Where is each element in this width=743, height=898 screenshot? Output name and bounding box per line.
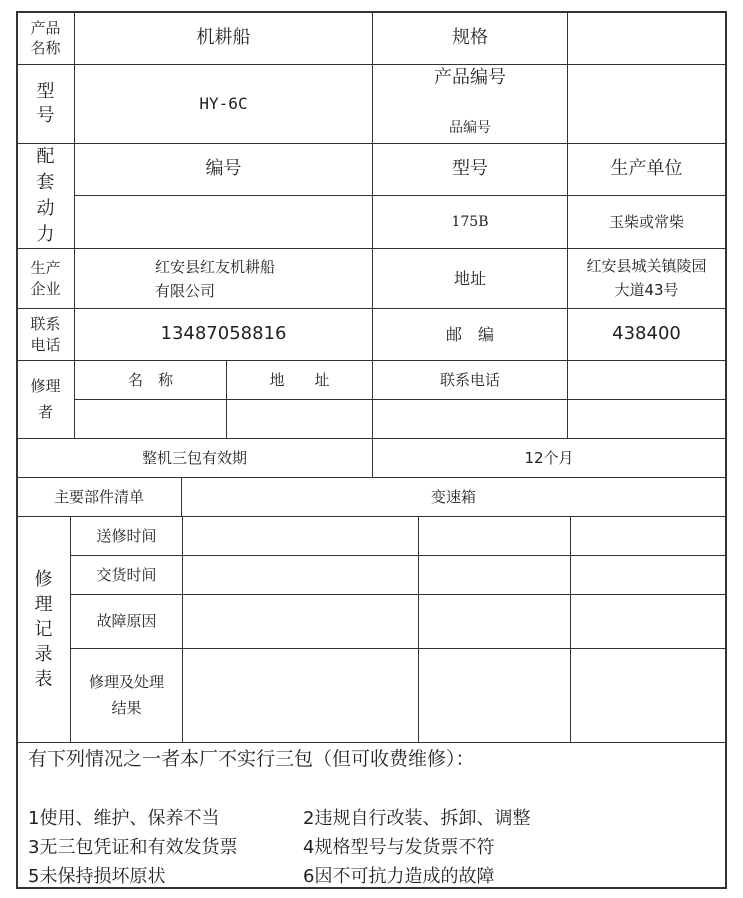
model-value: HY-6C <box>199 94 248 114</box>
spec-value <box>568 12 725 64</box>
product-no-sub: 品编号 <box>449 119 491 136</box>
exclusion-item-1: 1使用、维护、保养不当 <box>28 808 220 829</box>
exclusion-heading: 有下列情况之一者本厂不实行三包（但可收费维修）： <box>28 748 475 770</box>
power-maker-header: 生产单位 <box>610 158 683 180</box>
record-row-repair-result: 修理及处理 结果 <box>88 673 164 717</box>
vline-record-a <box>182 516 183 742</box>
spec-label: 规格 <box>452 26 488 48</box>
parts-value: 变速箱 <box>430 487 476 506</box>
record-row-send-time: 送修时间 <box>96 526 157 545</box>
exclusion-item-3: 3无三包凭证和有效发货票 <box>28 837 238 858</box>
repairer-phone-header: 联系电话 <box>439 370 500 389</box>
record-row-delivery-time: 交货时间 <box>96 565 157 584</box>
vline-record-c <box>570 516 571 742</box>
repairer-label: 修理 者 <box>30 377 61 421</box>
power-no-header: 编号 <box>205 158 242 180</box>
product-no-label: 产品编号 <box>434 66 506 88</box>
record-row-fault-cause: 故障原因 <box>96 612 157 631</box>
exclusion-item-6: 6因不可抗力造成的故障 <box>303 866 495 887</box>
product-name-label: 产品 名称 <box>30 18 61 57</box>
postcode-label: 邮 编 <box>445 324 494 344</box>
address-value: 红安县城关镇陵园 大道43号 <box>586 257 707 299</box>
repairer-name-header: 名 称 <box>127 370 173 389</box>
phone-value: 13487058816 <box>160 323 287 345</box>
maker-name: 红安县红友机耕船 有限公司 <box>155 257 276 300</box>
repairer-addr-header: 地 址 <box>269 370 330 389</box>
product-name-value: 机耕船 <box>196 26 251 48</box>
postcode-value: 438400 <box>612 323 681 345</box>
exclusion-item-5: 5未保持损坏原状 <box>28 866 166 887</box>
warranty-value: 12个月 <box>524 448 574 467</box>
power-model-header: 型号 <box>452 158 488 180</box>
address-label: 地址 <box>453 268 486 288</box>
power-maker-value: 玉柴或常柴 <box>608 212 684 231</box>
parts-label: 主要部件清单 <box>53 487 144 506</box>
maker-label: 生产 企业 <box>30 259 61 298</box>
hline-7 <box>74 399 726 400</box>
hline-14 <box>16 742 726 743</box>
phone-label: 联系 电话 <box>30 315 61 354</box>
exclusion-item-4: 4规格型号与发货票不符 <box>303 837 495 858</box>
vline-record-b <box>418 516 419 742</box>
record-label: 修 理 记 录 表 <box>34 568 53 691</box>
warranty-label: 整机三包有效期 <box>141 448 247 467</box>
exclusion-item-2: 2违规自行改装、拆卸、调整 <box>303 808 531 829</box>
power-label: 配 套 动 力 <box>36 145 55 246</box>
power-no-value <box>75 196 372 248</box>
power-model-value: 175B <box>451 213 489 230</box>
model-label: 型 号 <box>36 80 55 126</box>
